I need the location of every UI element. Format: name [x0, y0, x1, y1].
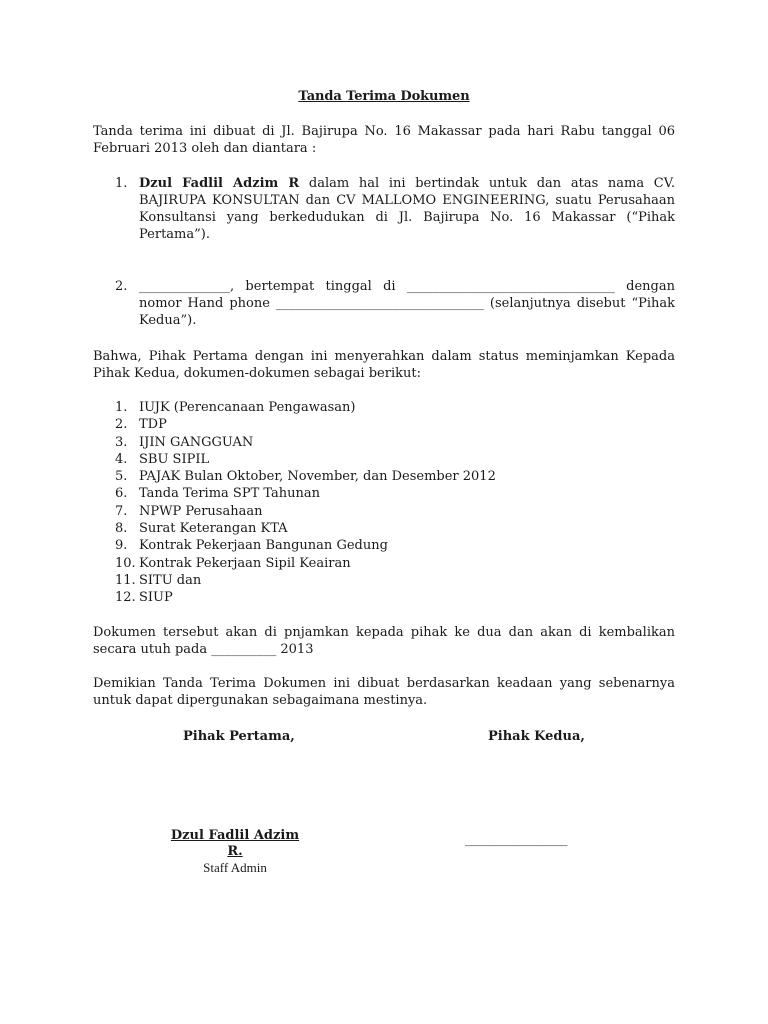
list-item	[93, 416, 675, 433]
document-item-text: TDP	[139, 417, 167, 433]
list-number: 2.	[115, 417, 128, 433]
first-party-label: Pihak Pertama,	[183, 729, 295, 744]
closing-paragraph: Demikian Tanda Terima Dokumen ini dibuat berdasarkan keadaan yang sebenarnya untuk dapat dipergunakan sebagaimana mestinya.	[93, 676, 675, 708]
list-number: 6.	[115, 486, 128, 502]
party-two-text: ______________, bertempat tinggal di ________________________________ dengan nomor Hand phone ________________________________ (selanjutnya disebut “Pihak Kedua”).	[139, 279, 675, 328]
document-item-text: IUJK (Perencanaan Pengawasan)	[139, 400, 356, 415]
list-item	[93, 537, 675, 554]
list-number: 10.	[115, 555, 136, 571]
signer-role: Staff Admin	[203, 860, 267, 875]
second-party-label: Pihak Kedua,	[488, 729, 585, 744]
list-number: 1.	[115, 176, 128, 191]
document-item-text: Kontrak Pekerjaan Sipil Keairan	[139, 555, 351, 571]
document-item-text: NPWP Perusahaan	[139, 503, 263, 519]
list-item	[93, 468, 675, 485]
signer-name: Dzul Fadlil Adzim R.	[170, 828, 300, 859]
list-item	[93, 555, 675, 572]
document-item-text: SBU SIPIL	[139, 451, 210, 467]
list-number: 9.	[115, 538, 128, 554]
list-number: 12.	[115, 590, 136, 606]
document-item-text: PAJAK Bulan Oktober, November, dan Desember 2012	[139, 469, 496, 485]
list-number: 8.	[115, 521, 128, 537]
list-number: 4.	[115, 451, 128, 467]
loan-paragraph: Dokumen tersebut akan di pnjamkan kepada pihak ke dua dan akan di kembalikan secara utuh pada __________ 2013	[93, 625, 675, 657]
document-item-text: Kontrak Pekerjaan Bangunan Gedung	[139, 538, 388, 554]
list-item	[93, 175, 675, 243]
list-item	[93, 520, 675, 537]
intro-paragraph: Tanda terima ini dibuat di Jl. Bajirupa No. 16 Makassar pada hari Rabu tanggal 06 Februari 2013 oleh dan diantara :	[93, 124, 675, 156]
list-item	[93, 503, 675, 520]
document-item-text: SITU dan	[139, 572, 202, 588]
party-list-second	[93, 278, 675, 329]
list-item	[93, 572, 675, 589]
list-item	[93, 589, 675, 606]
list-number: 2.	[115, 279, 128, 294]
list-item	[93, 434, 675, 451]
party-one-text: dalam hal ini bertindak untuk dan atas nama CV. BAJIRUPA KONSULTAN dan CV MALLOMO ENGINEERING, suatu Perusahaan Konsultansi yang berkedudukan di Jl. Bajirupa No. 16 Makassar (“Pihak Pertama”).	[139, 176, 676, 242]
bahwa-paragraph: Bahwa, Pihak Pertama dengan ini menyerahkan dalam status meminjamkan Kepada Pihak Kedua, dokumen-dokumen sebagai berikut:	[93, 349, 675, 381]
party-list-first	[93, 175, 675, 243]
list-item	[93, 485, 675, 502]
document-title: Tanda Terima Dokumen	[298, 89, 470, 104]
document-item-text: IJIN GANGGUAN	[139, 434, 254, 450]
second-party-signature-blank: _________________	[465, 832, 567, 847]
document-item-text: Tanda Terima SPT Tahunan	[139, 486, 321, 502]
document-item-text: SIUP	[139, 590, 173, 606]
document-item-text: Surat Keterangan KTA	[139, 521, 288, 537]
list-number: 3.	[115, 434, 128, 450]
party-one-name: Dzul Fadlil Adzim R	[139, 176, 300, 191]
list-number: 7.	[115, 503, 128, 519]
list-item	[93, 278, 675, 329]
list-number: 1.	[115, 400, 128, 415]
list-item	[93, 451, 675, 468]
list-number: 11.	[115, 572, 136, 588]
document-list	[93, 399, 675, 607]
list-number: 5.	[115, 469, 128, 485]
first-party-signer	[167, 828, 303, 875]
list-item	[93, 399, 675, 416]
